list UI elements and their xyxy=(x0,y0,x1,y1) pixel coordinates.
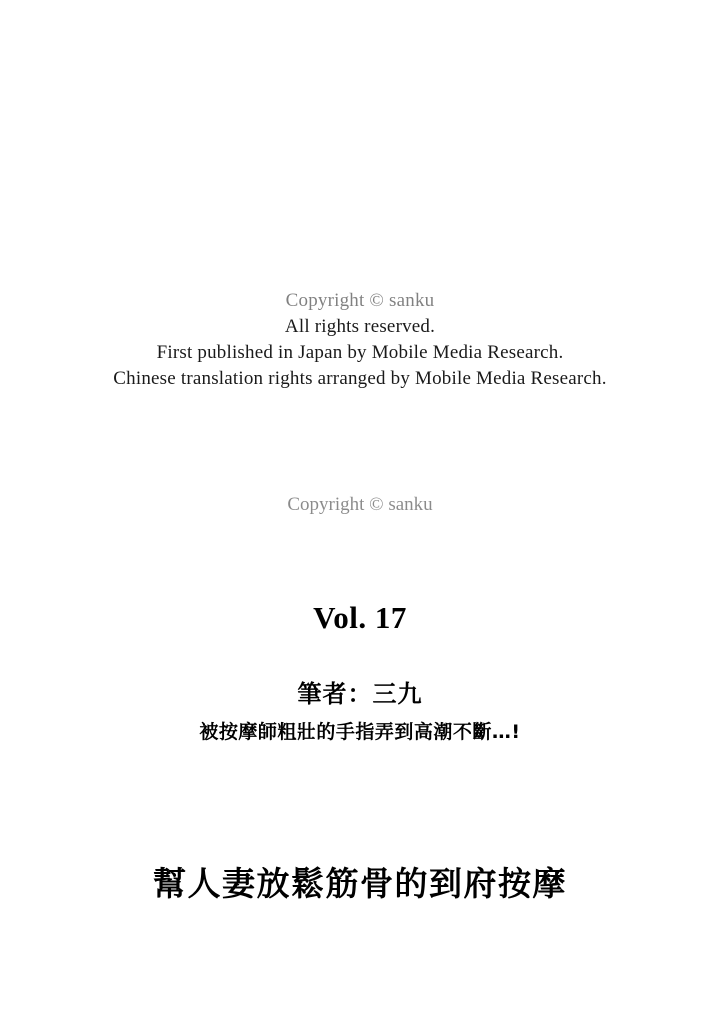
copyright-block xyxy=(0,288,720,392)
episode-subtitle: 被按摩師粗壯的手指弄到高潮不斷…! xyxy=(199,721,521,743)
copyright-line-4: Chinese translation rights arranged by Mobile Media Research. xyxy=(113,368,607,389)
volume-label: Vol. 17 xyxy=(313,600,407,635)
copyright-secondary-line: Copyright © sanku xyxy=(287,494,433,515)
copyright-line-3: First published in Japan by Mobile Media Research. xyxy=(156,342,564,363)
author-credit: 筆者：三九 xyxy=(297,680,423,708)
copyright-line-1: Copyright © sanku xyxy=(285,290,435,311)
page-title: 幫人妻放鬆筋骨的到府按摩 xyxy=(153,864,567,903)
copyright-line-2: All rights reserved. xyxy=(284,316,436,337)
